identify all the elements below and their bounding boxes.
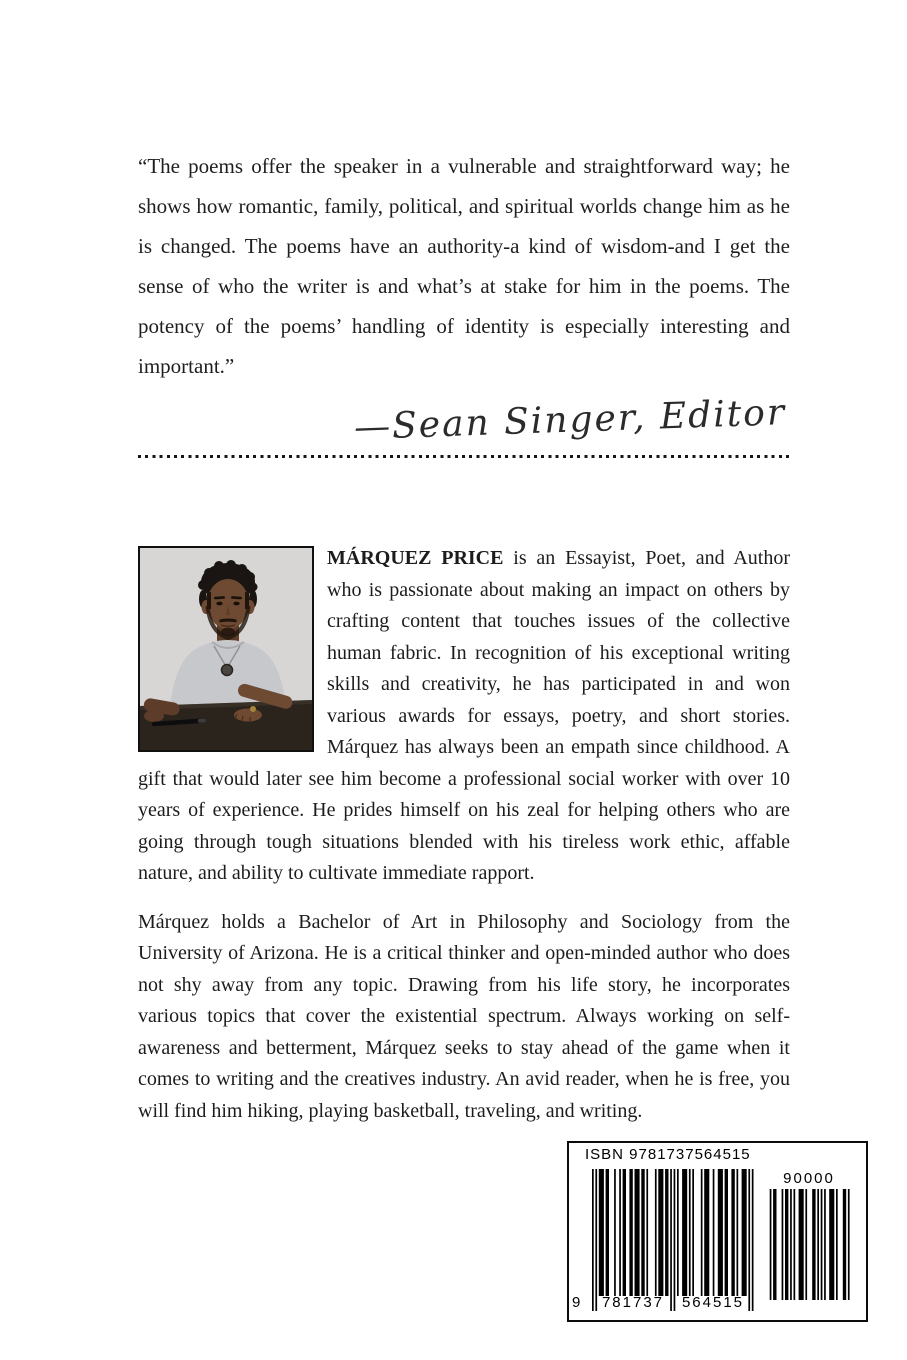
ean5-supplement-barcode bbox=[768, 1189, 850, 1300]
author-portrait-illustration bbox=[140, 548, 312, 750]
isbn-label: ISBN 9781737564515 bbox=[585, 1146, 751, 1163]
supplement-number: 90000 bbox=[783, 1170, 835, 1187]
author-bio-section bbox=[138, 543, 790, 1127]
barcode-digit-9: 9 bbox=[572, 1294, 581, 1311]
endorsement-section bbox=[138, 146, 790, 458]
author-name: MÁRQUEZ PRICE bbox=[327, 547, 504, 569]
author-photo-frame bbox=[138, 546, 314, 752]
barcode-digits-group-2: 564515 bbox=[681, 1294, 745, 1311]
quote-attribution-signature: —Sean Singer, Editor bbox=[353, 392, 787, 449]
ean13-barcode bbox=[592, 1169, 754, 1311]
author-bio-paragraph-1-text: is an Essayist, Poet, and Author who is passionate about making an impact on others by crafting content that touches issues of the collective human fabric. In recognition of his exceptional writing skills and creativity, he has participated in and won various awards for essays, poetry, and short stories. Márquez has always been an empath since childhood. A gift that would later see him become a professional social worker with over 10 years of experience. He prides himself on his zeal for helping others who are going through tough situations blended with his tireless work ethic, affable nature, and ability to cultivate immediate rapport. bbox=[138, 547, 791, 884]
dotted-divider bbox=[138, 455, 790, 458]
author-bio-paragraph-2: Márquez holds a Bachelor of Art in Philosophy and Sociology from the University of Arizona. He is a critical thinker and open-minded author who does not shy away from any topic. Drawing from his life story, he incorporates various topics that cover the existential spectrum. Always working on self-awareness and betterment, Márquez seeks to stay ahead of the game when it comes to writing and the creatives industry. An avid reader, when he is free, you will find him hiking, playing basketball, traveling, and writing. bbox=[138, 910, 790, 1122]
endorsement-quote: “The poems offer the speaker in a vulnerable and straightforward way; he shows how romantic, family, political, and spiritual worlds change him as he is changed. The poems have an authority-a kind of wisdom-and I get the sense of who the writer is and what’s at stake for him in the poems. The potency of the poems’ handling of identity is especially interesting and important.” bbox=[138, 154, 790, 378]
isbn-barcode-box bbox=[567, 1141, 868, 1322]
barcode-digits-group-1: 781737 bbox=[601, 1294, 665, 1311]
